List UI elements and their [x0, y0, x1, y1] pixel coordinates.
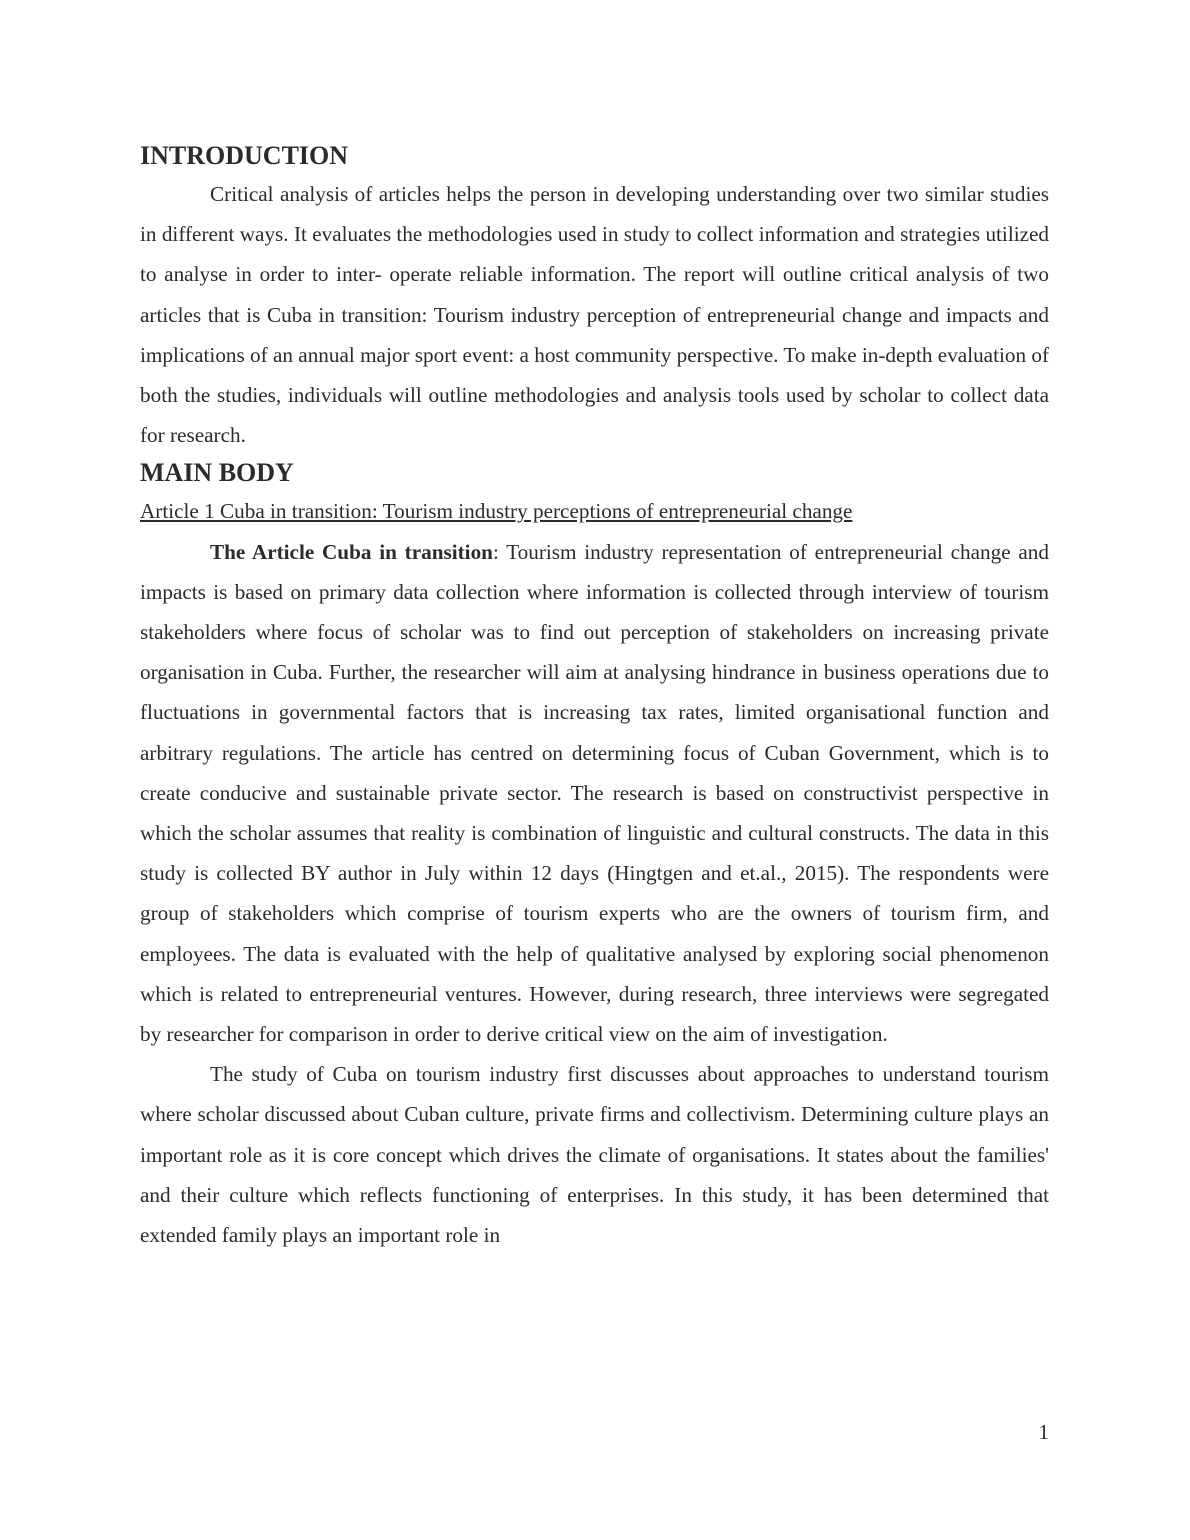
introduction-paragraph: Critical analysis of articles helps the person in developing understanding over two similar studies in different ways. It evaluates the methodologies used in study to collect information and strategies utilized to analyse in order to inter- operate reliable information. The report will outline critical analysis of two articles that is Cuba in transition: Tourism industry perception of entrepreneurial change and impacts and implications of an annual major sport event: a host community perspective. To make in-depth evaluation of both the studies, individuals will outline methodologies and analysis tools used by scholar to collect data for research. — [140, 182, 1049, 448]
article-1-bold-lead: The Article Cuba in transition — [210, 539, 493, 564]
article-1-paragraph-1 — [140, 532, 1049, 1055]
article-1-title: Article 1 Cuba in transition: Tourism industry perceptions of entrepreneurial change — [140, 499, 853, 524]
article-1-paragraph-1-text: : Tourism industry representation of entrepreneurial change and impacts is based on primary data collection where information is collected through interview of tourism stakeholders where focus of scholar was to find out perception of stakeholders on increasing private organisation in Cuba. Further, the researcher will aim at analysing hindrance in business operations due to fluctuations in governmental factors that is increasing tax rates, limited organisational function and arbitrary regulations. The article has centred on determining focus of Cuban Government, which is to create conducive and sustainable private sector. The research is based on constructivist perspective in which the scholar assumes that reality is combination of linguistic and cultural constructs. The data in this study is collected BY author in July within 12 days (Hingtgen and et.al., 2015). The respondents were group of stakeholders which comprise of tourism experts who are the owners of tourism firm, and employees. The data is evaluated with the help of qualitative analysed by exploring social phenomenon which is related to entrepreneurial ventures. However, during research, three interviews were segregated by researcher for comparison in order to derive critical view on the aim of investigation. — [140, 539, 1049, 1047]
document-page — [140, 138, 1049, 1255]
main-body-heading: MAIN BODY — [140, 458, 294, 488]
article-1-paragraph-2: The study of Cuba on tourism industry first discusses about approaches to understand tourism where scholar discussed about Cuban culture, private firms and collectivism. Determining culture plays an important role as it is core concept which drives the climate of organisations. It states about the families' and their culture which reflects functioning of enterprises. In this study, it has been determined that extended family plays an important role in — [140, 1062, 1049, 1248]
introduction-heading: INTRODUCTION — [140, 141, 349, 170]
page-number: 1 — [1038, 1420, 1049, 1444]
